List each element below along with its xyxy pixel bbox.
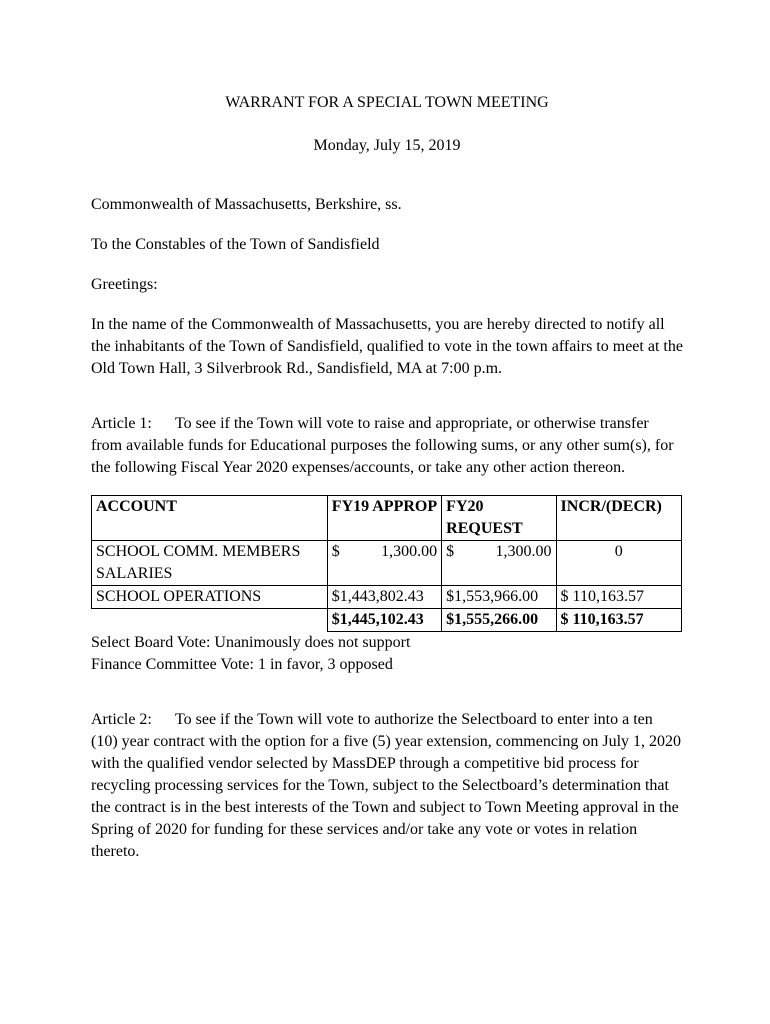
commonwealth-line: Commonwealth of Massachusetts, Berkshire, ss. xyxy=(91,196,402,213)
document-page xyxy=(91,92,683,863)
article-1-paragraph xyxy=(91,413,683,479)
header-account: ACCOUNT xyxy=(92,496,328,541)
row-account: SCHOOL OPERATIONS xyxy=(92,586,328,609)
table-totals-row xyxy=(92,609,682,632)
article-2-text: To see if the Town will vote to authorize the Selectboard to enter into a ten (10) year contract with the option for a five (5) year extension, commencing on July 1, 2020 with the qualified vendor selected by MassDEP through a competitive bid process for recycling processing services for the Town, subject to the Selectboard’s determination that the contract is in the best interests of the Town and subject to Town Meeting approval in the Spring of 2020 for funding for these services and/or take any vote or votes in relation thereto. xyxy=(91,711,682,860)
row-fy19-currency: $ xyxy=(331,543,340,560)
row-fy20: $1,553,966.00 xyxy=(442,586,556,609)
table-row xyxy=(92,586,682,609)
select-board-vote: Select Board Vote: Unanimously does not support xyxy=(91,634,411,651)
header-fy20: FY20 REQUEST xyxy=(442,496,556,541)
table-row xyxy=(92,541,682,586)
row-fy19-amount: 1,300.00 xyxy=(381,543,438,560)
header-incr: INCR/(DECR) xyxy=(556,496,681,541)
total-fy19: $1,445,102.43 xyxy=(327,609,441,632)
row-fy20 xyxy=(442,541,556,586)
header-fy19: FY19 APPROP xyxy=(327,496,441,541)
row-account: SCHOOL COMM. MEMBERS SALARIES xyxy=(92,541,328,586)
constables-line: To the Constables of the Town of Sandisfield xyxy=(91,236,380,253)
row-fy19 xyxy=(327,541,441,586)
row-fy20-amount: 1,300.00 xyxy=(495,543,552,560)
article-1-text: To see if the Town will vote to raise and appropriate, or otherwise transfer from available funds for Educational purposes the following sums, or any other sum(s), for the following Fiscal Year 2020 expenses/accounts, or take any other action thereon. xyxy=(91,415,674,476)
article-2-paragraph xyxy=(91,709,683,863)
row-incr: $ 110,163.57 xyxy=(556,586,681,609)
intro-paragraph: In the name of the Commonwealth of Massachusetts, you are hereby directed to notify all the inhabitants of the Town of Sandisfield, qualified to vote in the town affairs to meet at the Old Town Hall, 3 Silverbrook Rd., Sandisfield, MA at 7:00 p.m. xyxy=(91,316,683,377)
row-fy19: $1,443,802.43 xyxy=(327,586,441,609)
row-incr: 0 xyxy=(556,541,681,586)
total-fy20: $1,555,266.00 xyxy=(442,609,556,632)
total-incr: $ 110,163.57 xyxy=(556,609,681,632)
table-header-row xyxy=(92,496,682,541)
row-fy20-currency: $ xyxy=(446,543,455,560)
finance-committee-vote: Finance Committee Vote: 1 in favor, 3 opposed xyxy=(91,656,393,673)
totals-blank xyxy=(92,609,328,632)
meeting-date: Monday, July 15, 2019 xyxy=(313,137,461,154)
greetings-line: Greetings: xyxy=(91,276,158,293)
article-1-label: Article 1: xyxy=(91,415,152,432)
article-2-label: Article 2: xyxy=(91,711,152,728)
budget-table xyxy=(91,495,682,632)
document-title: WARRANT FOR A SPECIAL TOWN MEETING xyxy=(225,94,549,111)
